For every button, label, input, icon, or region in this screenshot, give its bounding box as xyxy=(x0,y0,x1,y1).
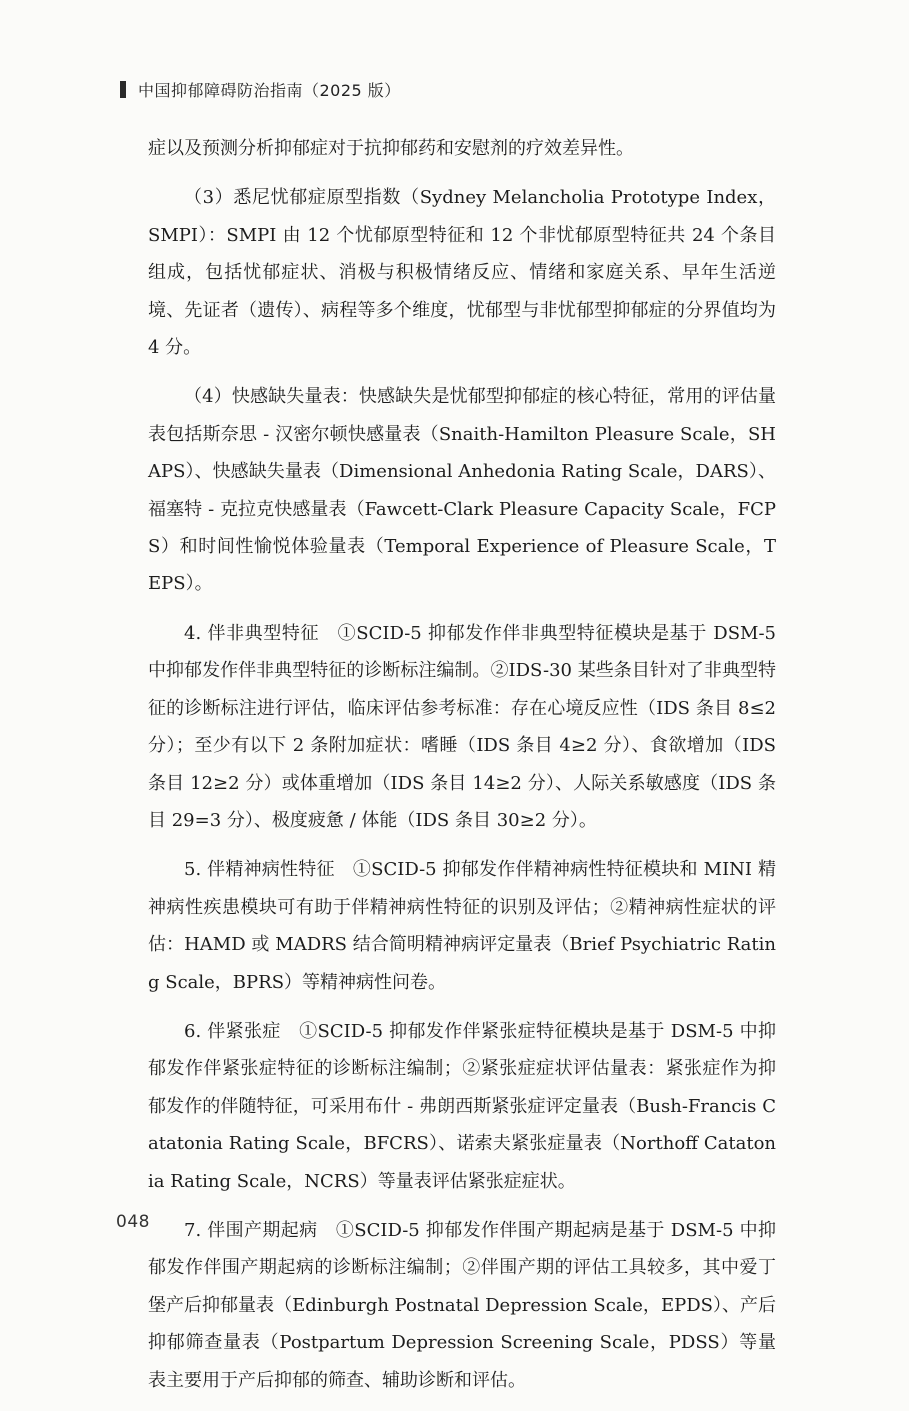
running-header xyxy=(120,78,401,101)
paragraph-continuation: 症以及预测分析抑郁症对于抗抑郁药和安慰剂的疗效差异性。 xyxy=(148,138,634,159)
paragraph-smpi: （3）悉尼忧郁症原型指数（Sydney Melancholia Prototype Index，SMPI）：SMPI 由 12 个忧郁原型特征和 12 个非忧郁原型特征共 24 个条目组成，包括忧郁症状、消极与积极情绪反应、情绪和家庭关系、早年生活逆境、先证者（遗传）、病程等多个维度，忧郁型与非忧郁型抑郁症的分界值均为 4 分。 xyxy=(148,187,776,359)
paragraph-peripartum-onset: 7. 伴围产期起病 ①SCID-5 抑郁发作伴围产期起病是基于 DSM-5 中抑郁发作伴围产期起病的诊断标注编制；②伴围产期的评估工具较多，其中爱丁堡产后抑郁量表（Edinburgh Postnatal Depression Scale，EPDS）、产后抑郁筛查量表（Postpartum Depression Screening Scale，PDSS）等量表主要用于产后抑郁的筛查、辅助诊断和评估。 xyxy=(148,1219,776,1391)
header-marker-bar xyxy=(120,81,126,98)
page-number: 048 xyxy=(116,1212,150,1232)
paragraph-catatonia: 6. 伴紧张症 ①SCID-5 抑郁发作伴紧张症特征模块是基于 DSM-5 中抑郁发作伴紧张症特征的诊断标注编制；②紧张症症状评估量表：紧张症作为抑郁发作的伴随特征，可采用布什 - 弗朗西斯紧张症评定量表（Bush-Francis Catatonia Rating Scale，BFCRS）、诺索夫紧张症量表（Northoff Catatonia Rating Scale，NCRS）等量表评估紧张症症状。 xyxy=(148,1020,776,1192)
book-title: 中国抑郁障碍防治指南（2025 版） xyxy=(138,81,401,100)
paragraph-psychotic-features: 5. 伴精神病性特征 ①SCID-5 抑郁发作伴精神病性特征模块和 MINI 精神病性疾患模块可有助于伴精神病性特征的识别及评估；②精神病性症状的评估：HAMD 或 MADRS 结合简明精神病评定量表（Brief Psychiatric Rating Scale，BPRS）等精神病性问卷。 xyxy=(148,859,776,993)
paragraph-atypical-features: 4. 伴非典型特征 ①SCID-5 抑郁发作伴非典型特征模块是基于 DSM-5 中抑郁发作伴非典型特征的诊断标注编制。②IDS-30 某些条目针对了非典型特征的诊断标注进行评估，临床评估参考标准：存在心境反应性（IDS 条目 8≤2 分）；至少有以下 2 条附加症状：嗜睡（IDS 条目 4≥2 分）、食欲增加（IDS 条目 12≥2 分）或体重增加（IDS 条目 14≥2 分）、人际关系敏感度（IDS 条目 29=3 分）、极度疲惫 / 体能（IDS 条目 30≥2 分）。 xyxy=(148,622,776,831)
page-body xyxy=(148,130,776,1411)
paragraph-anhedonia-scales: （4）快感缺失量表：快感缺失是忧郁型抑郁症的核心特征，常用的评估量表包括斯奈思 - 汉密尔顿快感量表（Snaith-Hamilton Pleasure Scale，SHAPS）、快感缺失量表（Dimensional Anhedonia Rating Scale，DARS）、福塞特 - 克拉克快感量表（Fawcett-Clark Pleasure Capacity Scale，FCPS）和时间性愉悦体验量表（Temporal Experience of Pleasure Scale，TEPS）。 xyxy=(148,386,776,595)
